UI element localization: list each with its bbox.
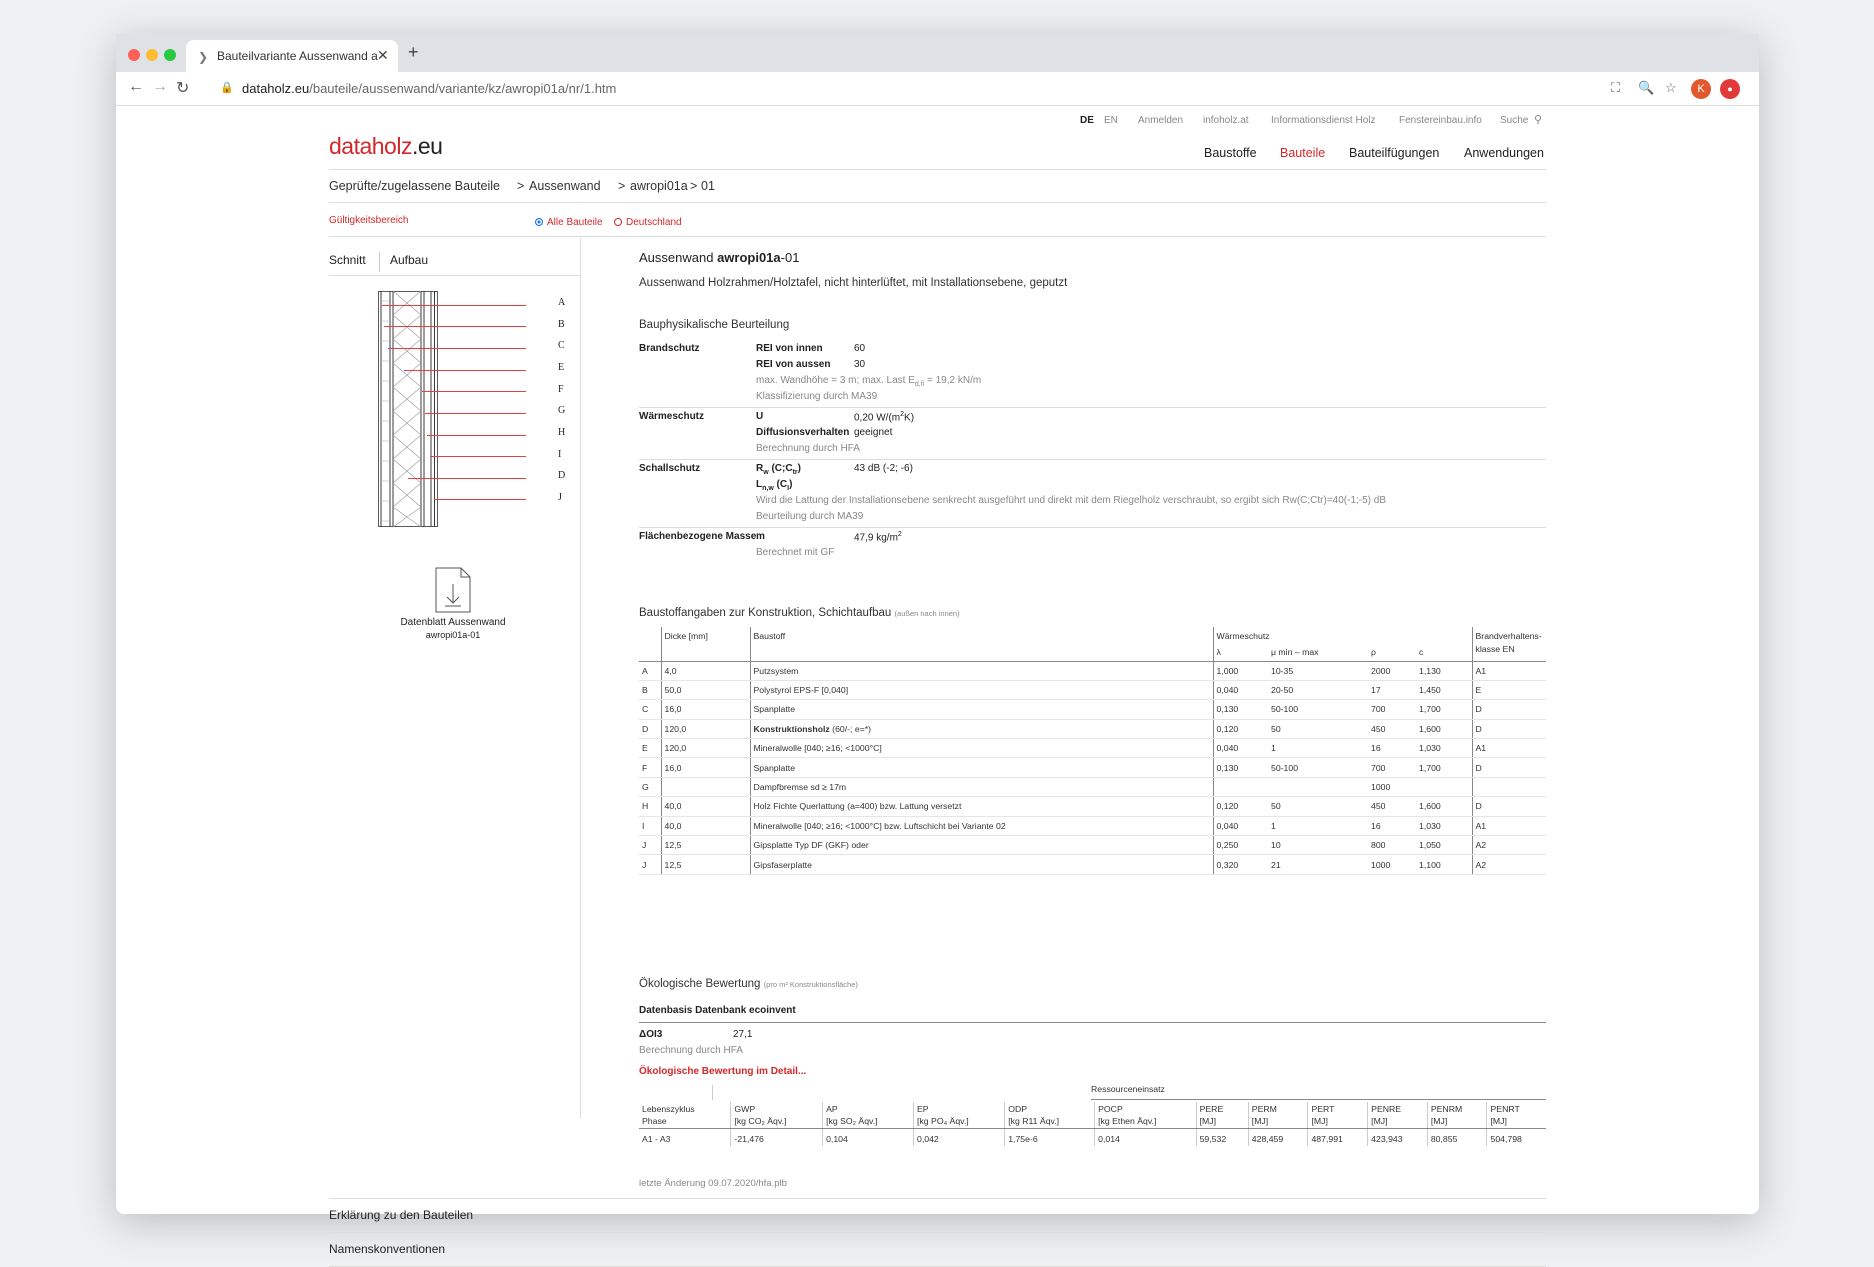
cell-fire-class [1472,777,1546,796]
cell-mu: 10-35 [1268,661,1368,680]
material-text: Holz Fichte Querlattung (a=400) bzw. Lattung versetzt [753,801,962,812]
cell-mu: 1 [1268,739,1368,758]
cell-mu: 1 [1268,816,1368,835]
layer-label: E [558,362,565,373]
lang-en-link[interactable]: EN [1104,115,1118,126]
cell-mu: 10 [1268,836,1368,855]
datasheet-download[interactable] [386,567,520,640]
oeko-col-header [914,1102,1005,1129]
divider [1091,1099,1546,1100]
cell-lambda: 0,130 [1213,758,1268,777]
browser-window [116,34,1759,1256]
col-header-dicke: Dicke [mm] [661,627,750,644]
fenstereinbau-link[interactable]: Fenstereinbau.info [1399,115,1482,126]
translate-icon[interactable]: ⛶ [1611,80,1621,95]
material-text: Mineralwolle [040; ≥16; <1000°C] [753,743,882,754]
cell-thickness: 12,5 [661,836,750,855]
back-icon[interactable]: ← [128,78,144,95]
oeko-col-header [1368,1102,1428,1129]
callout-line [382,305,526,306]
table-header-row [639,627,1546,644]
ressourcen-label: Ressourceneinsatz [1091,1084,1165,1094]
cell-heat-capacity: 1,030 [1416,816,1472,835]
oeko-col-header [1248,1102,1308,1129]
cell-lambda: 0,040 [1213,816,1268,835]
oeko-col-name: GWP [734,1104,756,1114]
cell-heat-capacity: 1,700 [1416,758,1472,777]
oeko-cell: 487,991 [1308,1129,1368,1147]
table-row [639,680,1546,699]
divider [329,275,580,276]
masse-source: Berechnet mit GF [756,547,835,558]
cell-lambda: 0,250 [1213,836,1268,855]
breadcrumb-separator: > [517,179,525,193]
breadcrumb-item[interactable]: Geprüfte/zugelassene Bauteile [329,179,500,193]
cell-heat-capacity: 1,700 [1416,700,1472,719]
browser-tab[interactable] [186,40,398,72]
scope-option-germany[interactable]: Deutschland [614,217,682,228]
cell-material [750,680,1213,699]
cell-rho: 1000 [1368,777,1416,796]
material-text: Spanplatte [753,704,796,715]
login-link[interactable]: Anmelden [1138,115,1184,126]
layer-label: C [558,340,565,351]
oi3-key: ΔOI3 [639,1029,663,1040]
cell-thickness: 50,0 [661,680,750,699]
close-tab-icon[interactable]: ✕ [377,47,389,63]
breadcrumb-item[interactable]: Aussenwand [529,179,601,193]
callout-line [422,391,526,392]
cell-layer-letter: J [639,836,661,855]
cell-rho: 800 [1368,836,1416,855]
callout-line [425,413,526,414]
layer-label: J [558,492,562,503]
table-row [639,719,1546,738]
oeko-col-header [1308,1102,1368,1129]
cell-layer-letter: C [639,700,661,719]
brandschutz-source: Klassifizierung durch MA39 [756,391,878,402]
cell-layer-letter: F [639,758,661,777]
cell-layer-letter: B [639,680,661,699]
table-row [639,777,1546,796]
cell-heat-capacity [1416,777,1472,796]
divider [639,459,1546,460]
cell-layer-letter: J [639,855,661,874]
oeko-cell: 0,042 [914,1129,1005,1147]
col-header-waermeschutz: Wärmeschutz [1213,627,1472,644]
oeko-col-header [1487,1102,1546,1129]
cell-fire-class: A1 [1472,816,1546,835]
oeko-col-unit: [MJ] [1251,1116,1269,1126]
cell-fire-class: A2 [1472,836,1546,855]
column-divider [580,238,581,1118]
oeko-col-header [1095,1102,1196,1129]
waermeschutz-source: Berechnung durch HFA [756,443,860,454]
scope-label: Gültigkeitsbereich [329,215,409,226]
oeko-detail-link[interactable]: Ökologische Bewertung im Detail... [639,1066,807,1077]
cell-mu: 50-100 [1268,700,1368,719]
cell-material [750,719,1213,738]
oeko-cell: 423,943 [1368,1129,1428,1147]
footer-link-erklaerung[interactable]: Erklärung zu den Bauteilen [329,1208,474,1222]
cell-mu: 50 [1268,719,1368,738]
cell-rho: 16 [1368,739,1416,758]
cell-heat-capacity: 1,100 [1416,855,1472,874]
oeko-col-name: POCP [1098,1104,1123,1114]
cell-heat-capacity: 1,130 [1416,661,1472,680]
oeko-col-header [823,1102,914,1129]
nav-bauteilfuegungen[interactable]: Bauteilfügungen [1349,146,1440,160]
lang-de-link[interactable]: DE [1080,115,1094,126]
oeko-cell: 0,014 [1095,1129,1196,1147]
cell-fire-class: E [1472,680,1546,699]
oeko-col-name: AP [826,1104,838,1114]
cell-rho: 450 [1368,719,1416,738]
cell-rho: 17 [1368,680,1416,699]
diffusion-value: geeignet [854,427,893,438]
cell-material [750,758,1213,777]
material-text: (60/-; e=*) [829,723,872,734]
oeko-col-unit: [kg PO₄ Äqv.] [917,1116,969,1126]
nav-baustoffe[interactable]: Baustoffe [1204,146,1257,160]
col-header-lambda: λ [1213,644,1268,661]
cell-lambda: 0,120 [1213,797,1268,816]
table-header-row [639,644,1546,661]
webpage [116,106,1759,1256]
cell-mu: 50 [1268,797,1368,816]
extension-icon[interactable]: ● [1720,79,1740,99]
cell-lambda: 0,040 [1213,680,1268,699]
cell-layer-letter: I [639,816,661,835]
cell-layer-letter: D [639,719,661,738]
col-header-rho: ρ [1368,644,1416,661]
favicon-icon: ❯ [198,50,209,64]
divider [329,236,1546,237]
rei-innen-key: REI von innen [756,343,823,354]
close-window-icon[interactable] [128,49,140,61]
u-value: 0,20 $W/(m^2K)$ [854,411,915,424]
callout-line [384,326,526,327]
cell-rho: 2000 [1368,661,1416,680]
nav-anwendungen[interactable]: Anwendungen [1464,146,1544,160]
cell-heat-capacity: 1,600 [1416,797,1472,816]
cell-fire-class: D [1472,719,1546,738]
rw-value: 43 dB (-2; -6) [854,463,913,474]
cell-thickness: 120,0 [661,719,750,738]
oeko-cell: 1,75e-6 [1005,1129,1095,1147]
layer-label: B [558,319,565,330]
divider [639,1022,1546,1023]
oeko-col-unit: Phase [642,1116,667,1126]
oeko-cell: 80,855 [1427,1129,1487,1147]
logo[interactable]: dataholz.eu [329,133,443,159]
oeko-cell: 59,532 [1196,1129,1248,1147]
oeko-col-name: EP [917,1104,929,1114]
cell-heat-capacity: 1,450 [1416,680,1472,699]
oeko-cell: 428,459 [1248,1129,1308,1147]
cell-lambda [1213,777,1268,796]
schallschutz-note: Wird die Lattung der Installationsebene senkrecht ausgeführt und direkt mit dem Riegelholz verschraubt, so ergibt sich Rw(C;Ctr)=40(-1;-5) dB [756,495,1387,506]
col-header-mu: μ min – max [1268,644,1368,661]
cell-material [750,777,1213,796]
material-text: Dampfbremse sd ≥ 17m [753,782,847,793]
informationsdienst-link[interactable]: Informationsdienst Holz [1271,115,1376,126]
cell-mu: 21 [1268,855,1368,874]
breadcrumb-separator: > [690,179,698,193]
bauphysik-heading: Bauphysikalische Beurteilung [639,319,790,331]
col-header-c: c [1416,644,1472,661]
cell-heat-capacity: 1,600 [1416,719,1472,738]
cell-rho: 700 [1368,758,1416,777]
cell-material [750,700,1213,719]
divider [329,202,1546,203]
search-link[interactable]: Suche [1500,115,1529,126]
oeko-col-name: PERT [1311,1104,1335,1114]
cell-layer-letter: A [639,661,661,680]
oeko-header-row [639,1102,1546,1129]
table-row [639,661,1546,680]
oeko-col-name: Lebenszyklus [642,1104,695,1114]
layer-label: I [558,449,562,460]
oeko-cell: -21,476 [731,1129,823,1147]
oeko-col-name: ODP [1008,1104,1028,1114]
oeko-cell: 504,798 [1487,1129,1546,1147]
tab-schnitt[interactable]: Schnitt [329,253,366,267]
infoholz-link[interactable]: infoholz.at [1203,115,1249,126]
brandschutz-label: Brandschutz [639,343,700,354]
divider [639,407,1546,408]
oeko-col-unit: [MJ] [1430,1116,1448,1126]
col-header-brand1: Brandverhaltens- [1472,627,1546,644]
cell-thickness: 40,0 [661,797,750,816]
callout-line [430,456,526,457]
oeko-col-unit: [MJ] [1490,1116,1507,1126]
reload-icon[interactable]: ↻ [176,80,190,97]
oeko-col-name: PERE [1199,1104,1224,1114]
search-icon[interactable]: ⚲ [1534,114,1543,126]
waermeschutz-label: Wärmeschutz [639,411,705,422]
material-text: Polystyrol EPS-F [0,040] [753,685,849,696]
page-title: Aussenwand awropi01a-01 [639,250,800,265]
address-bar-row [116,72,1759,106]
baustoff-heading: Baustoffangaben zur Konstruktion, Schichtaufbau (außen nach innen) [639,607,960,619]
last-change: letzte Änderung 09.07.2020/hfa.plb [639,1178,787,1189]
scope-option-all[interactable]: Alle Bauteile [535,217,603,228]
cell-layer-letter: G [639,777,661,796]
layer-label: D [558,470,566,481]
cell-layer-letter: E [639,739,661,758]
callout-line [427,435,526,436]
material-bold: Konstruktionsholz [753,723,830,734]
masse-label: Flächenbezogene Masse [639,531,757,542]
rw-key: $R_w$ $(C;C_{tr})$ [756,463,801,476]
oeko-cell: 0,104 [823,1129,914,1147]
lock-icon[interactable]: 🔒 [220,82,234,94]
cell-thickness: 16,0 [661,758,750,777]
cell-thickness [661,777,750,796]
oeko-col-header [1005,1102,1095,1129]
rei-innen-value: 60 [854,343,866,354]
oeko-col-header [731,1102,823,1129]
material-text: Mineralwolle [040; ≥16; <1000°C] bzw. Luftschicht bei Variante 02 [753,820,1006,831]
cell-rho: 700 [1368,700,1416,719]
divider [712,1085,713,1100]
breadcrumb-current: 01 [701,179,715,193]
layer-label: A [558,297,566,308]
cell-lambda: 0,320 [1213,855,1268,874]
cell-fire-class: A1 [1472,739,1546,758]
divider [329,1232,1546,1233]
url-field[interactable]: dataholz.eu/bauteile/aussenwand/variante/kz/awropi01a/nr/1.htm [242,81,617,96]
breadcrumb-item[interactable]: awropi01a [630,179,688,193]
col-header-baustoff: Baustoff [750,627,1213,644]
oeko-col-unit: [kg CO₂ Äqv.] [734,1116,787,1126]
cell-fire-class: D [1472,758,1546,777]
callout-line [388,348,526,349]
callout-line [408,478,526,479]
new-tab-icon[interactable]: + [408,42,419,62]
material-text: Putzsystem [753,665,799,676]
layer-label: F [558,384,564,395]
cell-heat-capacity: 1,030 [1416,739,1472,758]
brandschutz-note: max. Wandhöhe = 3 m; max. Last $E_{d,fi} = 19,2$ kN/m [756,375,982,388]
lnw-key: $L_{n,w}$ $(C_I)$ [756,479,793,492]
cell-mu: 20-50 [1268,680,1368,699]
cell-thickness: 40,0 [661,816,750,835]
material-text: Gipsplatte Typ DF (GKF) oder [753,840,869,851]
cell-thickness: 4,0 [661,661,750,680]
footer-link-namenskonventionen[interactable]: Namenskonventionen [329,1242,446,1256]
cell-material [750,855,1213,874]
zoom-icon[interactable]: 🔍 [1638,80,1655,95]
oeko-col-name: PENRT [1490,1104,1520,1114]
oeko-source: Berechnung durch HFA [639,1045,743,1056]
oi3-value: 27,1 [733,1029,753,1040]
layer-label: G [558,405,566,416]
datenbasis-label: Datenbasis Datenbank ecoinvent [639,1005,796,1016]
cell-lambda: 0,130 [1213,700,1268,719]
cell-fire-class: A1 [1472,661,1546,680]
divider [329,1198,1546,1199]
tab-bar [116,34,1759,72]
cell-heat-capacity: 1,050 [1416,836,1472,855]
cell-fire-class: A2 [1472,855,1546,874]
nav-bauteile[interactable]: Bauteile [1280,146,1326,160]
breadcrumb-separator: > [618,179,626,193]
table-row [639,739,1546,758]
cell-material [750,836,1213,855]
cell-material [750,797,1213,816]
oeko-col-name: PENRM [1430,1104,1463,1114]
oeko-col-name: PENRE [1371,1104,1402,1114]
table-row [639,797,1546,816]
callout-line [434,499,526,500]
download-label: Datenblatt Aussenwand [400,617,506,628]
layer-label: H [558,427,566,438]
cell-lambda: 1,000 [1213,661,1268,680]
cell-lambda: 0,120 [1213,719,1268,738]
cell-thickness: 16,0 [661,700,750,719]
cell-rho: 16 [1368,816,1416,835]
table-row [639,855,1546,874]
oeko-col-name: PERM [1251,1104,1277,1114]
oeko-cell: A1 - A3 [642,1134,671,1144]
tab-separator [379,252,380,272]
profile-avatar[interactable]: K [1691,79,1711,99]
table-row [639,836,1546,855]
oeko-table [639,1102,1546,1146]
oeko-col-header [639,1102,731,1129]
oeko-col-unit: [MJ] [1311,1116,1328,1126]
cell-lambda: 0,040 [1213,739,1268,758]
cell-thickness: 12,5 [661,855,750,874]
u-value-key: U [756,411,764,422]
forward-icon[interactable]: → [152,78,168,95]
rei-aussen-key: REI von aussen [756,359,831,370]
schallschutz-source: Beurteilung durch MA39 [756,511,864,522]
component-description: Aussenwand Holzrahmen/Holztafel, nicht hinterlüftet, mit Installationsebene, geputzt [639,277,1068,289]
callout-line [404,370,526,371]
masse-key: m [756,531,765,542]
oeko-col-unit: [kg SO₂ Äqv.] [826,1116,878,1126]
col-header-brand2: klasse EN [1472,644,1546,661]
oeko-col-unit: [kg R11 Äqv.] [1008,1116,1060,1126]
oeko-heading: Ökologische Bewertung (pro m² Konstruktionsfläche) [639,978,858,990]
divider [329,169,1546,170]
schallschutz-label: Schallschutz [639,463,701,474]
oeko-col-unit: [MJ] [1371,1116,1388,1126]
cell-fire-class: D [1472,797,1546,816]
oeko-col-header [1427,1102,1487,1129]
download-sublabel: awropi01a-01 [425,630,481,640]
tab-title: Bauteilvariante Aussenwand a [217,49,378,63]
rei-aussen-value: 30 [854,359,866,370]
masse-value: 47,9 $kg/m^2$ [854,531,902,544]
oeko-col-unit: [MJ] [1199,1116,1217,1126]
divider [639,527,1546,528]
material-text: Spanplatte [753,762,796,773]
tab-aufbau[interactable]: Aufbau [390,253,429,267]
layer-table [639,627,1546,875]
material-text: Gipsfaserplatte [753,859,812,870]
zoom-window-icon[interactable] [164,49,176,61]
cell-fire-class: D [1472,700,1546,719]
table-row [639,758,1546,777]
minimize-window-icon[interactable] [146,49,158,61]
cell-rho: 1000 [1368,855,1416,874]
cell-material [750,816,1213,835]
table-row [639,816,1546,835]
table-row [639,700,1546,719]
oeko-values-row [639,1129,1546,1147]
cell-layer-letter: H [639,797,661,816]
download-document-icon [435,567,471,613]
oeko-col-header [1196,1102,1248,1129]
cell-mu: 50-100 [1268,758,1368,777]
diffusion-key: Diffusionsverhalten [756,427,850,438]
bookmark-star-icon[interactable]: ☆ [1665,80,1677,95]
cell-thickness: 120,0 [661,739,750,758]
cell-material [750,739,1213,758]
cell-mu [1268,777,1368,796]
cell-material [750,661,1213,680]
cell-rho: 450 [1368,797,1416,816]
oeko-col-unit: [kg Ethen Äqv.] [1098,1116,1157,1126]
